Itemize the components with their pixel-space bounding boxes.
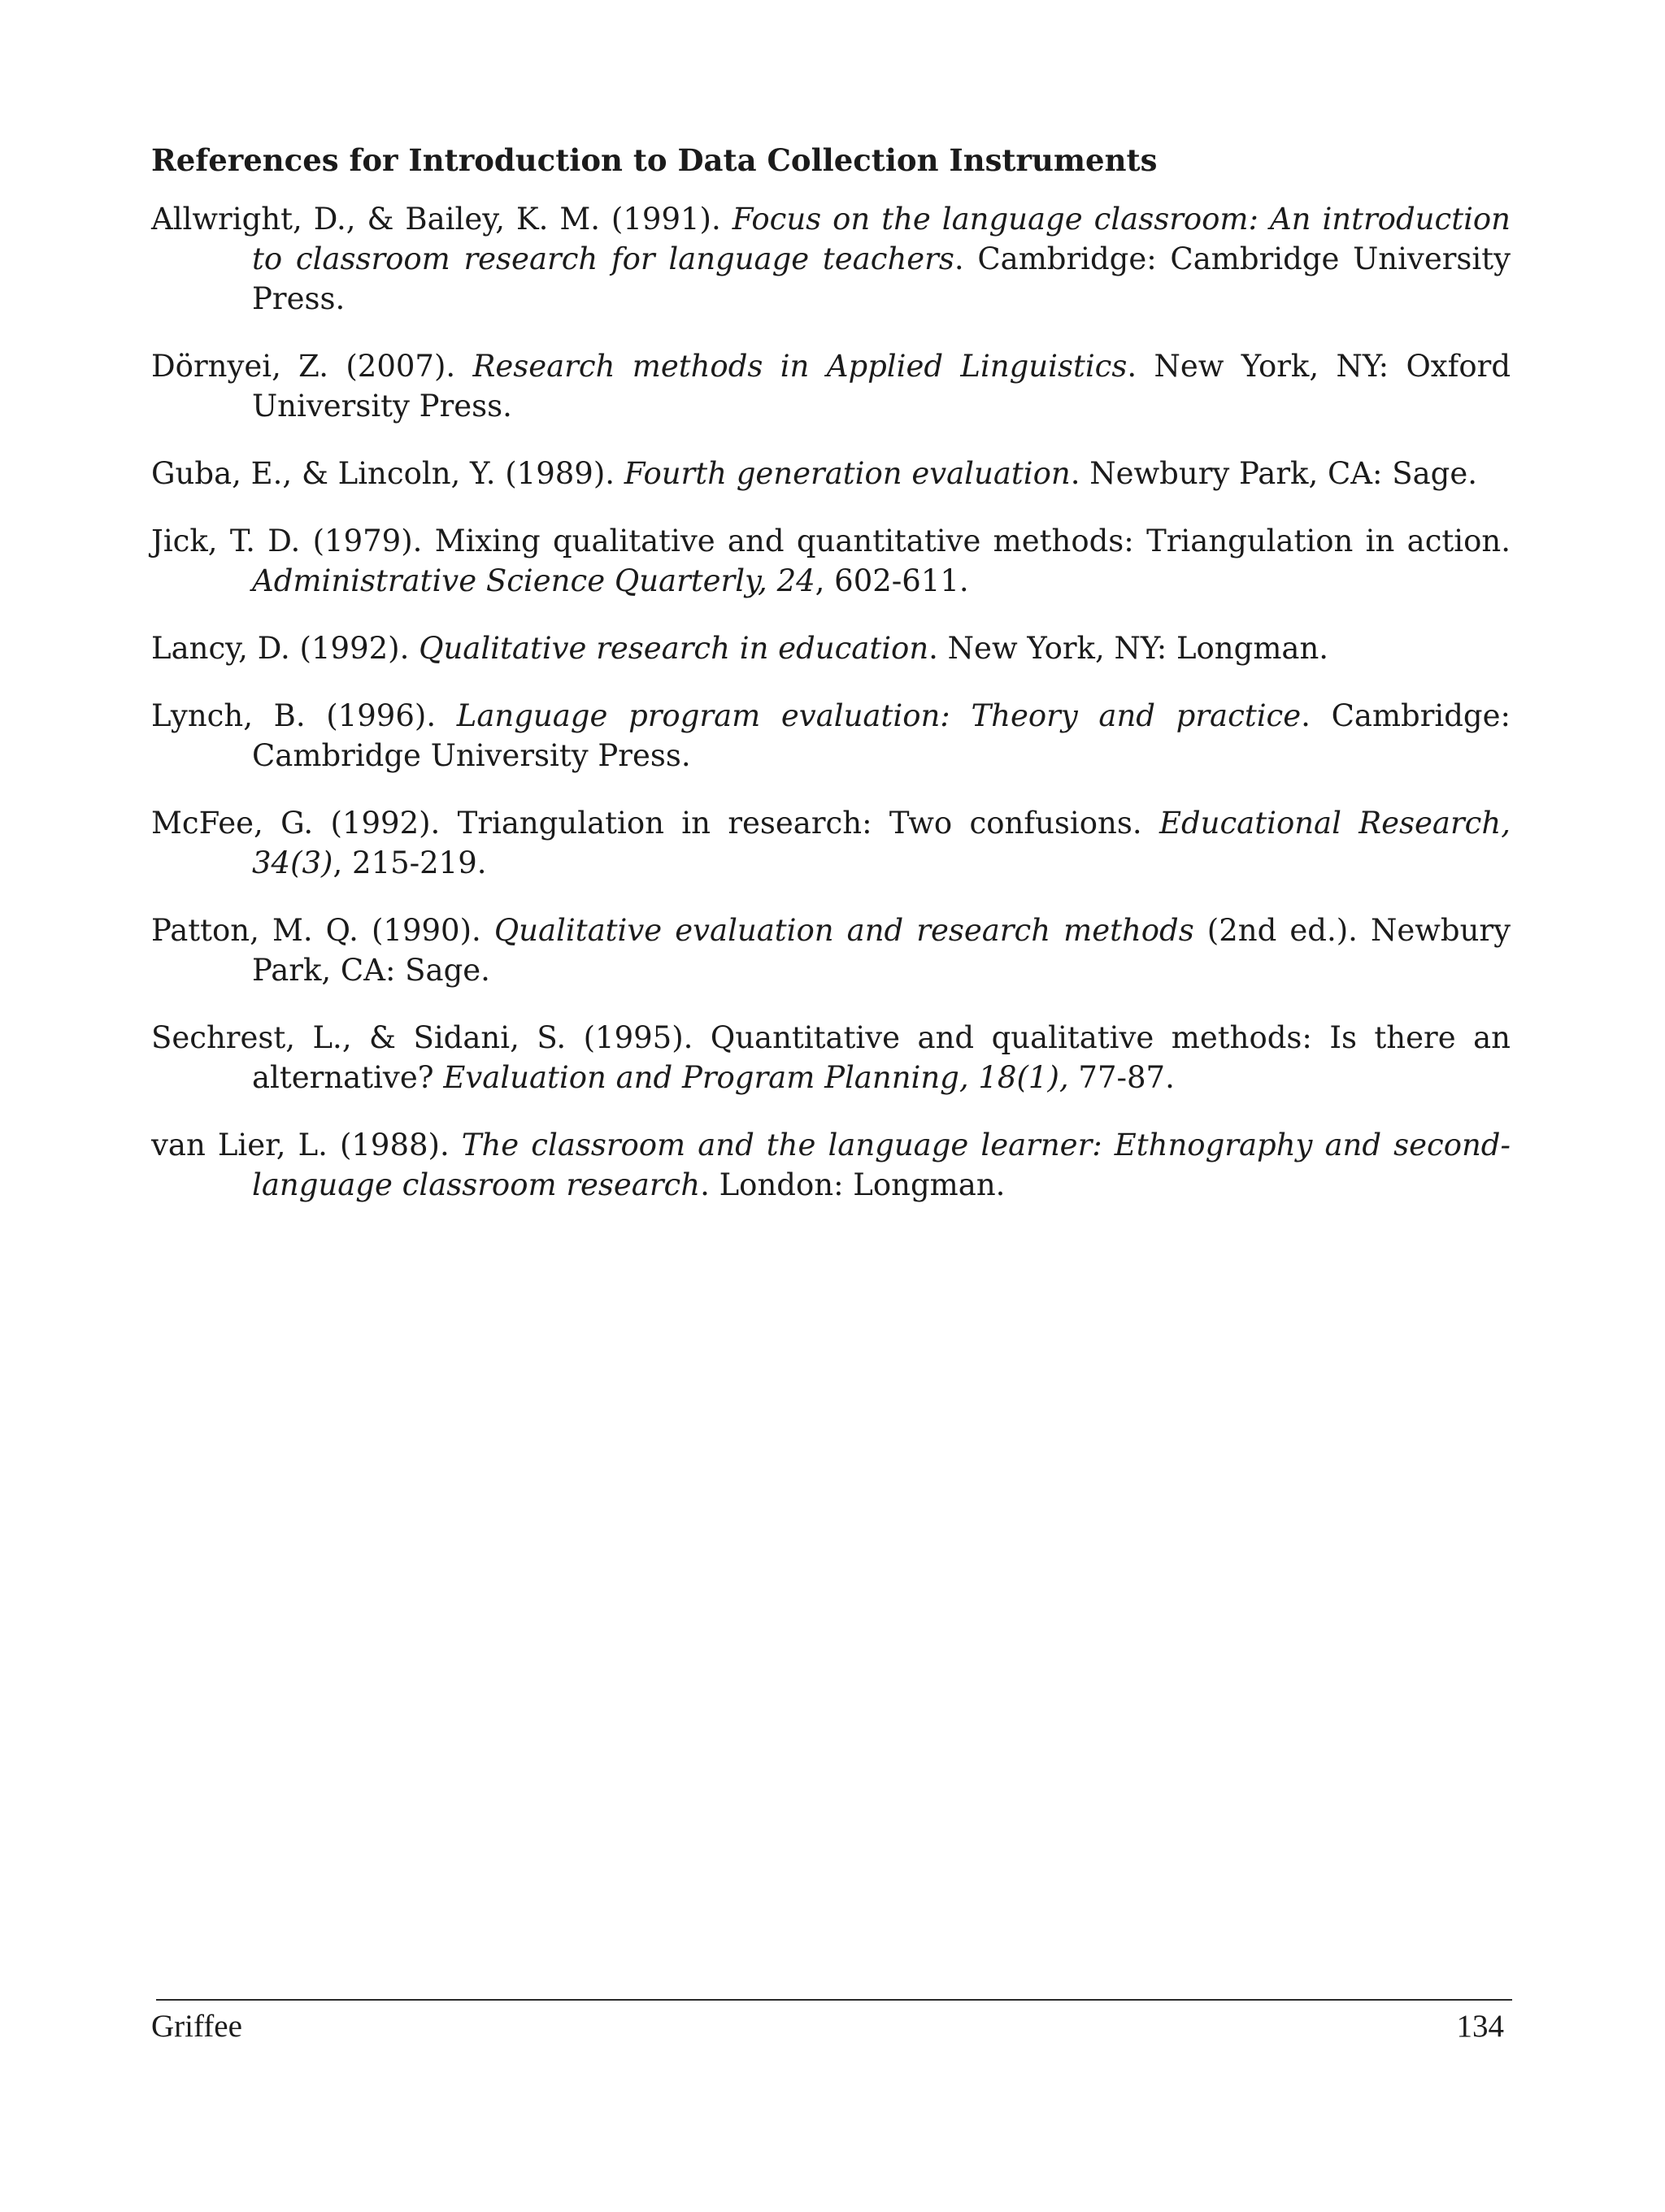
reference-entry xyxy=(151,803,1511,883)
reference-text: Allwright, D., & Bailey, K. M. (1991). xyxy=(151,202,733,237)
page-content xyxy=(151,142,1511,1232)
reference-publisher: . Newbury Park, CA: Sage. xyxy=(1070,456,1477,492)
reference-title: Administrative Science Quarterly, 24 xyxy=(252,563,815,599)
footer-divider xyxy=(156,1999,1512,2001)
reference-text: Lancy, D. (1992). xyxy=(151,631,420,667)
reference-entry xyxy=(151,628,1511,668)
reference-title: Qualitative evaluation and research methods xyxy=(493,913,1194,949)
reference-title: Focus on the language classroom: An introduction to classroom research for language teachers xyxy=(252,202,1511,277)
reference-text: McFee, G. (1992). Triangulation in research: Two confusions. xyxy=(151,806,1159,841)
reference-entry xyxy=(151,199,1511,319)
reference-entry xyxy=(151,521,1511,601)
reference-title: Educational Research, 34(3) xyxy=(252,806,1511,881)
reference-text: Jick, T. D. (1979). Mixing qualitative and quantitative methods: Triangulation in action. xyxy=(151,524,1511,559)
reference-entry xyxy=(151,454,1511,493)
reference-title: Qualitative research in education xyxy=(419,631,929,667)
reference-entry xyxy=(151,696,1511,776)
reference-publisher: . New York, NY: Oxford University Press. xyxy=(252,349,1511,424)
reference-title: Evaluation and Program Planning, 18(1), xyxy=(443,1060,1069,1096)
reference-publisher: . London: Longman. xyxy=(700,1167,1006,1203)
reference-text: van Lier, L. (1988). xyxy=(151,1128,462,1163)
reference-title: The classroom and the language learner: Ethnography and second-language classroom research xyxy=(252,1128,1511,1203)
reference-title: Language program evaluation: Theory and practice xyxy=(456,698,1302,734)
reference-title: Research methods in Applied Linguistics xyxy=(472,349,1128,385)
section-heading: References for Introduction to Data Collection Instruments xyxy=(151,142,1158,178)
reference-publisher: 77-87. xyxy=(1068,1060,1175,1096)
reference-entry xyxy=(151,1125,1511,1205)
reference-entry xyxy=(151,346,1511,426)
reference-text: Dörnyei, Z. (2007). xyxy=(151,349,473,385)
reference-title: Fourth generation evaluation xyxy=(624,456,1071,492)
page-number: 134 xyxy=(1456,2009,1504,2044)
reference-publisher: . Cambridge: Cambridge University Press. xyxy=(252,698,1511,774)
reference-list xyxy=(151,199,1511,1205)
reference-publisher: . Cambridge: Cambridge University Press. xyxy=(252,241,1511,317)
reference-entry xyxy=(151,1018,1511,1097)
reference-text: Sechrest, L., & Sidani, S. (1995). Quantitative and qualitative methods: Is there an alternative? xyxy=(151,1020,1511,1096)
footer-author: Griffee xyxy=(151,2009,242,2044)
reference-publisher: (2nd ed.). Newbury Park, CA: Sage. xyxy=(252,913,1511,989)
reference-text: Guba, E., & Lincoln, Y. (1989). xyxy=(151,456,624,492)
reference-publisher: . New York, NY: Longman. xyxy=(928,631,1329,667)
reference-text: Patton, M. Q. (1990). xyxy=(151,913,494,949)
reference-text: Lynch, B. (1996). xyxy=(151,698,457,734)
reference-publisher: , 602-611. xyxy=(815,563,969,599)
reference-publisher: , 215-219. xyxy=(333,845,487,881)
reference-entry xyxy=(151,910,1511,990)
